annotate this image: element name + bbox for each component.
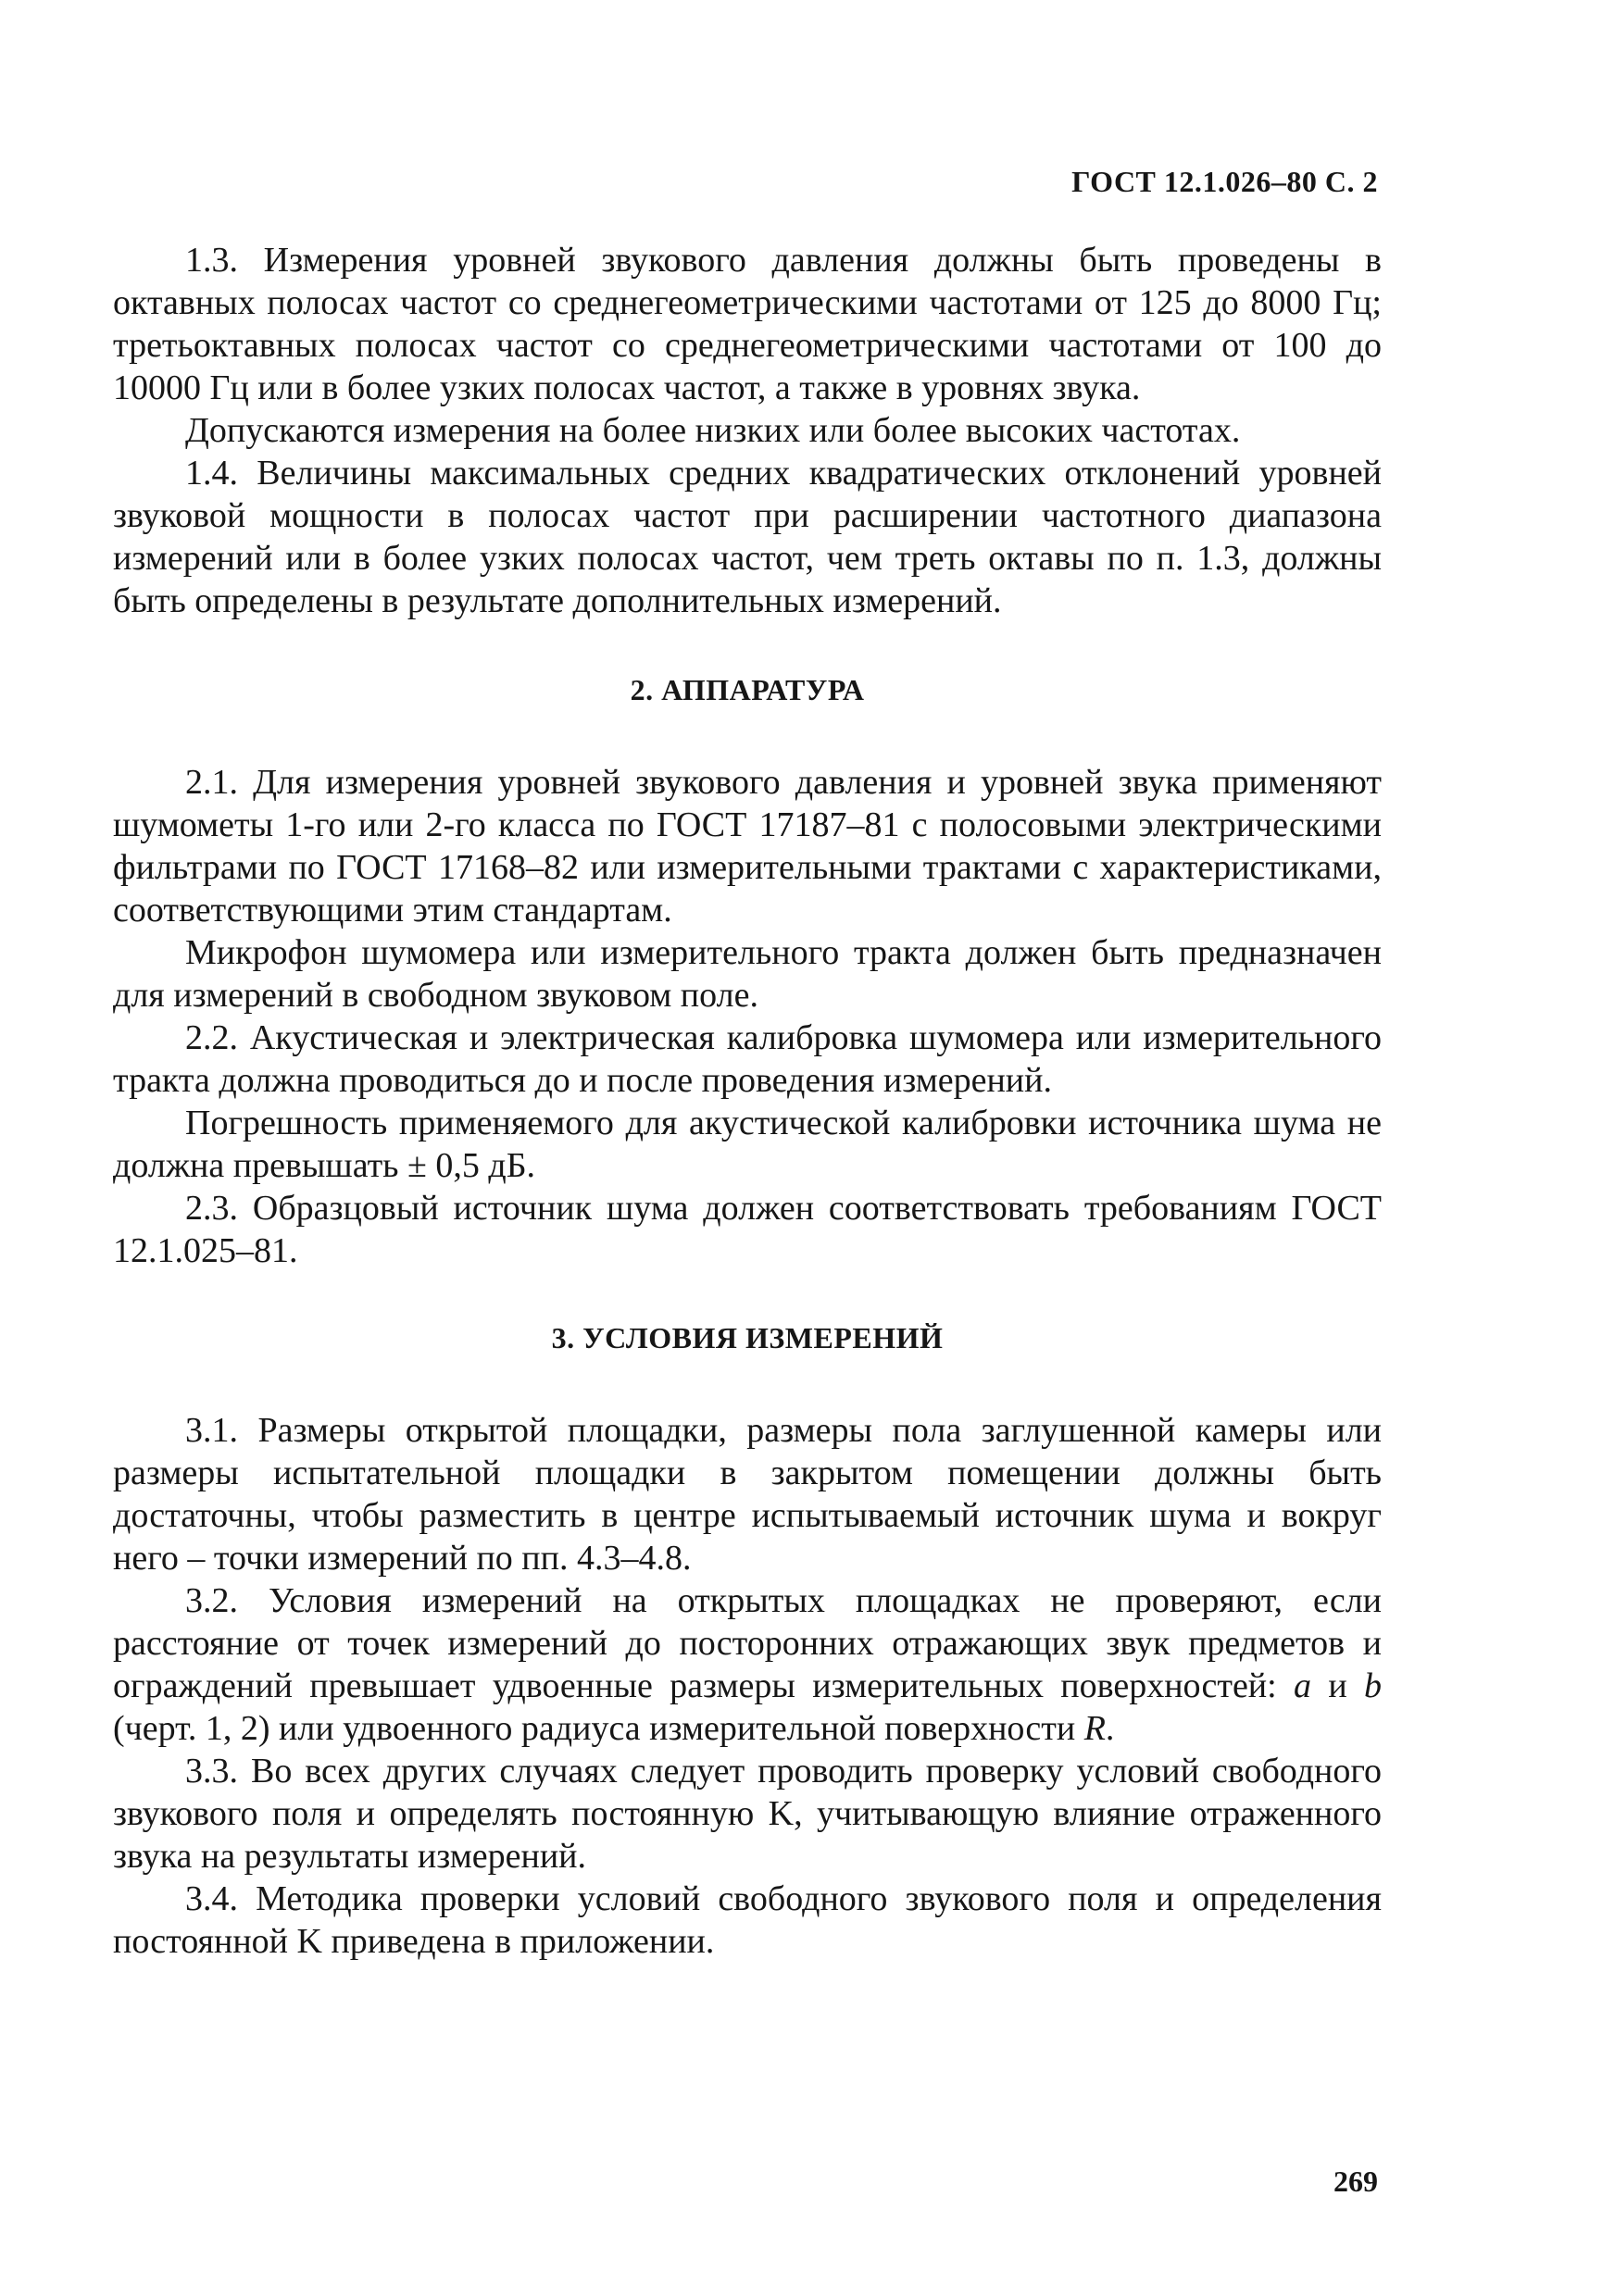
paragraph-3-4: 3.4. Методика проверки условий свободного звукового поля и определения постоянной K приведена в приложении. [113,1879,1382,1961]
paragraph-2-1-microphone: Микрофон шумомера или измерительного тракта должен быть предназначен для измерений в свободном звуковом поле. [113,933,1382,1015]
paragraph-3-3: 3.3. Во всех других случаях следует проводить проверку условий свободного звукового поля и определять постоянную K, учитывающую влияние отраженного звука на результаты измерений. [113,1752,1382,1876]
running-header: ГОСТ 12.1.026–80 С. 2 [1071,165,1378,198]
paragraph-3-1: 3.1. Размеры открытой площадки, размеры пола заглушенной камеры или размеры испытательной площадки в закрытом помещении должны быть достаточны, чтобы разместить в центре испытываемый источник шума и вокруг него – точки измерений по пп. 4.3–4.8. [113,1411,1382,1578]
variable-a: a [1294,1666,1312,1705]
document-body [113,239,1382,1963]
variable-b: b [1364,1666,1382,1705]
paragraph-3-2-and: и [1311,1666,1364,1705]
paragraph-2-2-error: Погрешность применяемого для акустической калибровки источника шума не должна превышать ± 0,5 дБ. [113,1104,1382,1185]
paragraph-3-2 [113,1579,1382,1750]
paragraph-1-3: 1.3. Измерения уровней звукового давления должны быть проведены в октавных полосах частот со среднегеометрическими частотами от 125 до 8000 Гц; третьоктавных полосах частот со среднегеометрическими частотами от 100 до 10000 Гц или в более узких полосах частот, а также в уровнях звука. [113,241,1382,407]
paragraph-3-2-text-middle: (черт. 1, 2) или удвоенного радиуса измерительной поверхности [113,1709,1084,1748]
paragraph-1-3-note: Допускаются измерения на более низких или более высоких частотах. [185,411,1241,450]
paragraph-3-2-text-start: 3.2. Условия измерений на открытых площадках не проверяют, если расстояние от точек измерений до посторонних отражающих звук предметов и ограждений превышает удвоенные размеры измерительных поверхностей: [113,1581,1382,1705]
section-title-conditions: 3. УСЛОВИЯ ИЗМЕРЕНИЙ [551,1321,944,1354]
paragraph-2-2: 2.2. Акустическая и электрическая калибровка шумомера или измерительного тракта должна проводиться до и после проведения измерений. [113,1018,1382,1100]
variable-r: R [1083,1709,1106,1748]
paragraph-1-4: 1.4. Величины максимальных средних квадратических отклонений уровней звуковой мощности в полосах частот при расширении частотного диапазона измерений или в более узких полосах частот, чем треть октавы по п. 1.3, должны быть определены в результате дополнительных измерений. [113,454,1382,620]
paragraph-2-3: 2.3. Образцовый источник шума должен соответствовать требованиям ГОСТ 12.1.025–81. [113,1189,1382,1270]
paragraph-3-2-text-end: . [1105,1709,1115,1748]
section-title-apparatus: 2. АППАРАТУРА [630,673,865,706]
page-number: 269 [1333,2165,1378,2198]
paragraph-2-1: 2.1. Для измерения уровней звукового давления и уровней звука применяют шумометы 1-го или 2-го класса по ГОСТ 17187–81 с полосовыми электрическими фильтрами по ГОСТ 17168–82 или измерительными трактами с характеристиками, соответствующими этим стандартам. [113,763,1382,930]
